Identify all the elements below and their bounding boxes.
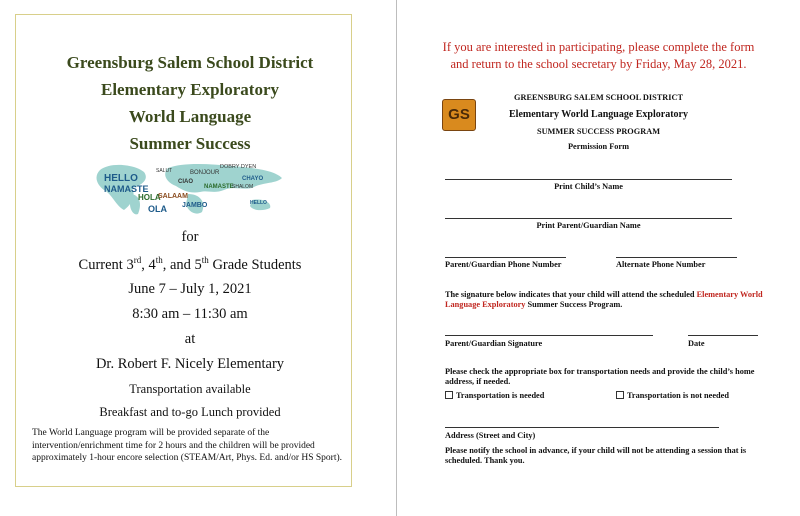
map-word: CHAYO bbox=[242, 176, 264, 182]
form-district-name: GREENSBURG SALEM SCHOOL DISTRICT bbox=[514, 93, 683, 102]
address-label: Address (Street and City) bbox=[445, 431, 536, 440]
alt-phone-field[interactable] bbox=[616, 257, 737, 258]
flyer-paragraph: The World Language program will be provided separate of the intervention/enrichment time for 2 hours and the children will be provided approximately 1-hour encore selection (STEAM/Art, Phys. Ed. and/or HS Sport). bbox=[32, 428, 343, 463]
flyer-meals: Breakfast and to-go Lunch provided bbox=[99, 405, 281, 419]
map-word: HELLO bbox=[104, 173, 138, 184]
phone-label: Parent/Guardian Phone Number bbox=[445, 260, 562, 269]
flyer-title-line-4: Summer Success bbox=[129, 134, 251, 153]
permission-form-page bbox=[397, 0, 800, 516]
transport-not-needed-option[interactable]: Transportation is not needed bbox=[616, 391, 729, 400]
parent-name-field[interactable] bbox=[445, 218, 732, 219]
address-field[interactable] bbox=[445, 427, 719, 428]
transport-not-needed-checkbox[interactable] bbox=[616, 391, 624, 399]
flyer-dates: June 7 – July 1, 2021 bbox=[128, 281, 252, 297]
district-logo: GS bbox=[442, 99, 476, 131]
map-word: NAMASTE bbox=[204, 184, 234, 190]
form-program-title: Elementary World Language Exploratory bbox=[509, 109, 688, 120]
map-word: SHALOM bbox=[232, 184, 254, 190]
phone-field[interactable] bbox=[445, 257, 566, 258]
child-name-label: Print Child’s Name bbox=[554, 182, 623, 191]
flyer-title-line-1: Greensburg Salem School District bbox=[66, 53, 314, 72]
flyer-title-line-3: World Language bbox=[128, 107, 252, 126]
form-notice-line-2: and return to the school secretary by Friday, May 28, 2021. bbox=[450, 57, 747, 71]
notify-notice: Please notify the school in advance, if your child will not be attending a session that is scheduled. Thank you. bbox=[445, 446, 747, 465]
map-word: JAMBO bbox=[182, 202, 208, 209]
transport-instructions: Please check the appropriate box for transportation needs and provide the child’s home address, if needed. bbox=[445, 367, 755, 386]
alt-phone-label: Alternate Phone Number bbox=[616, 260, 706, 269]
map-word: DOBRY DYEN bbox=[220, 164, 257, 170]
flyer-location: Dr. Robert F. Nicely Elementary bbox=[95, 356, 285, 372]
map-word: HOLA bbox=[138, 193, 161, 202]
map-word: SALUT bbox=[156, 168, 173, 174]
form-permission-title: Permission Form bbox=[567, 142, 630, 151]
flyer-for: for bbox=[181, 229, 199, 245]
map-word: NAMASTE bbox=[104, 184, 149, 194]
signature-label: Parent/Guardian Signature bbox=[445, 339, 543, 348]
map-word: HELLO bbox=[250, 200, 267, 206]
transport-needed-option[interactable]: Transportation is needed bbox=[445, 391, 544, 400]
world-language-map-image bbox=[92, 160, 288, 218]
map-word: SALAAM bbox=[158, 193, 188, 200]
parent-name-label: Print Parent/Guardian Name bbox=[536, 221, 641, 230]
flyer-page bbox=[0, 0, 397, 516]
flyer-transport: Transportation available bbox=[129, 382, 251, 396]
map-word: CIAO bbox=[178, 179, 193, 185]
form-program-name: SUMMER SUCCESS PROGRAM bbox=[536, 127, 661, 136]
date-label: Date bbox=[688, 339, 705, 348]
flyer-at: at bbox=[184, 331, 196, 347]
map-word: BONJOUR bbox=[190, 170, 220, 176]
child-name-field[interactable] bbox=[445, 179, 732, 180]
date-field[interactable] bbox=[688, 335, 758, 336]
form-notice-line-1: If you are interested in participating, please complete the form bbox=[442, 40, 755, 54]
signature-field[interactable] bbox=[445, 335, 653, 336]
map-word: OLA bbox=[148, 204, 167, 214]
signature-statement: The signature below indicates that your child will attend the scheduled Elementary World Language Exploratory Summer Success Program. bbox=[445, 290, 763, 309]
flyer-grades: Current 3rd, 4th, and 5th Grade Students bbox=[78, 255, 302, 273]
flyer-time: 8:30 am – 11:30 am bbox=[132, 306, 248, 322]
transport-needed-checkbox[interactable] bbox=[445, 391, 453, 399]
flyer-title-line-2: Elementary Exploratory bbox=[101, 80, 279, 99]
